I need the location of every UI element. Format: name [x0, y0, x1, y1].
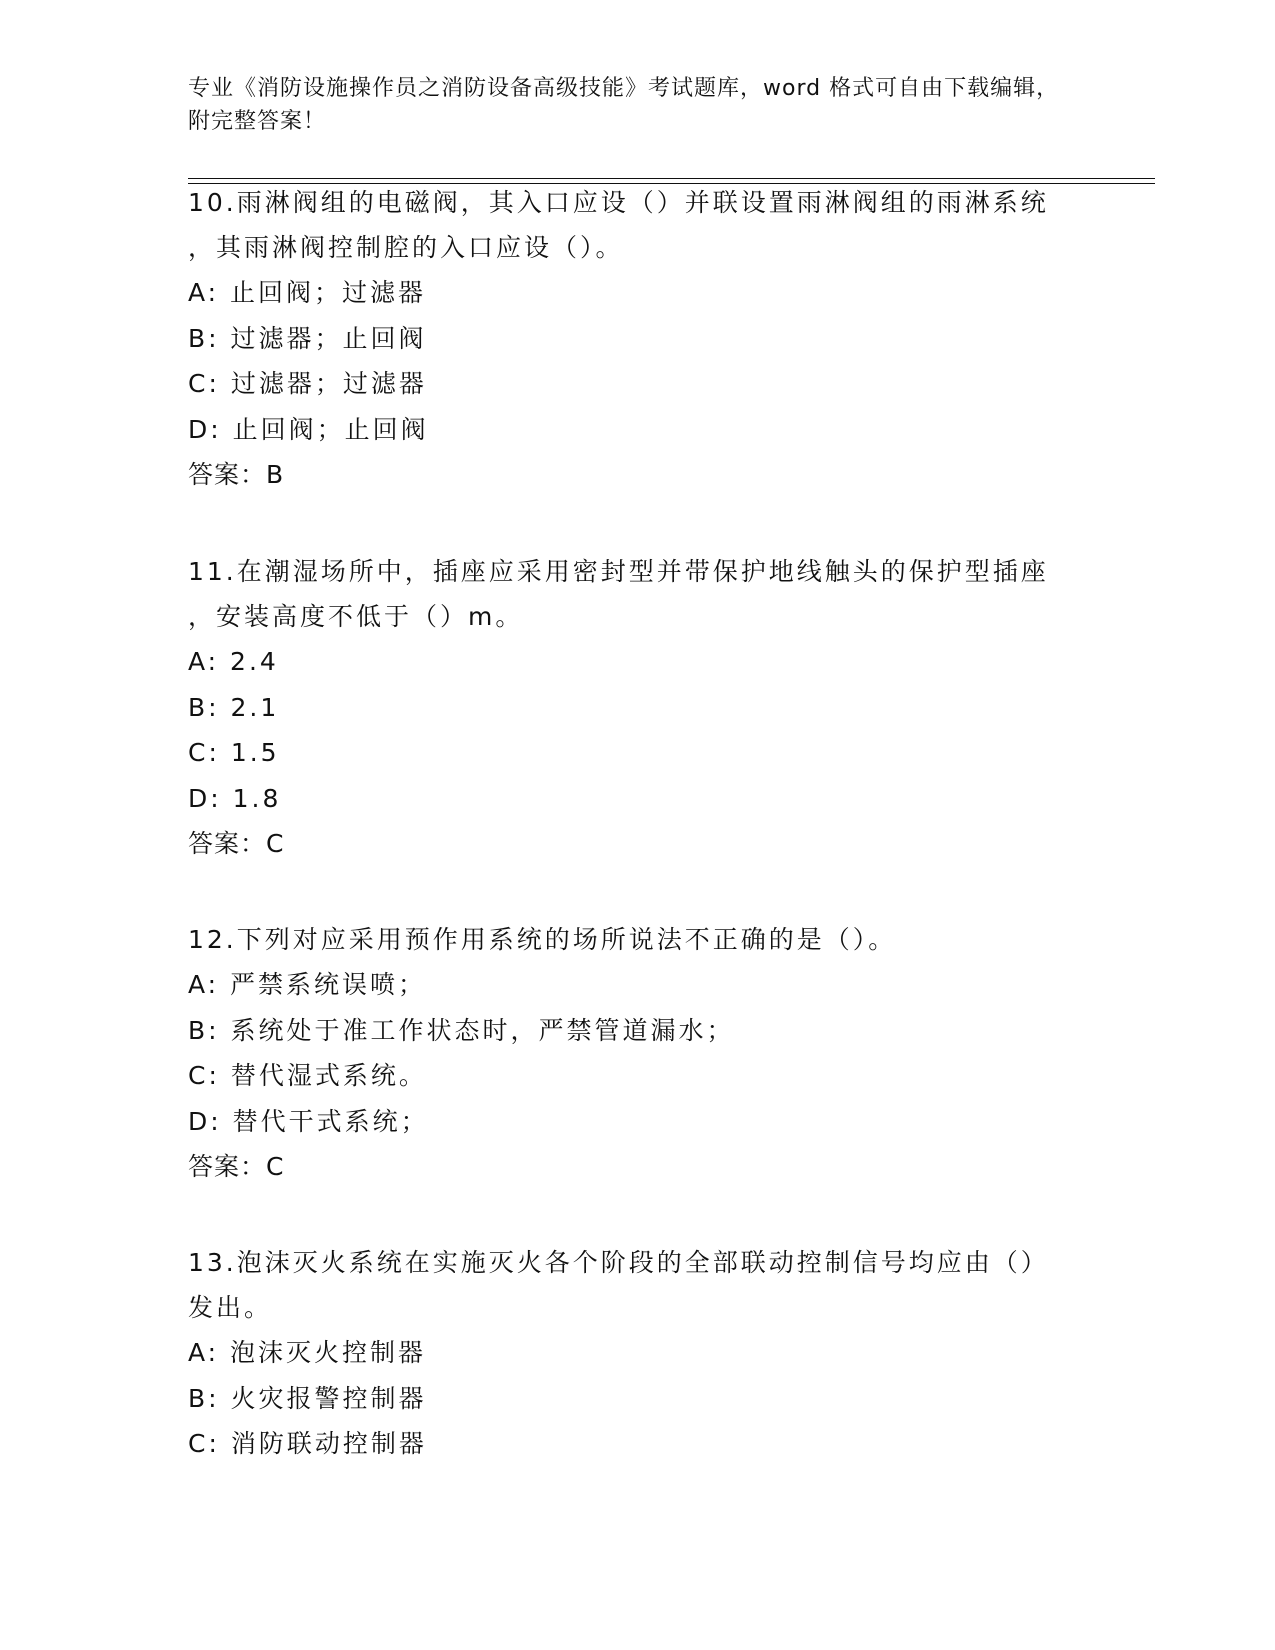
- question-title-line: ，其雨淋阀控制腔的入口应设（）。: [188, 233, 624, 262]
- option-c: C: 过滤器；过滤器: [188, 369, 427, 398]
- option-d: D: 替代干式系统；: [188, 1106, 429, 1136]
- option-c: C: 替代湿式系统。: [188, 1061, 427, 1090]
- question-11: [188, 549, 1088, 866]
- option-b: B: 系统处于准工作状态时，严禁管道漏水；: [188, 1015, 735, 1045]
- option-a: A: 2.4: [188, 647, 279, 676]
- option-b: B: 火灾报警控制器: [188, 1383, 427, 1413]
- question-title-line: 12.下列对应采用预作用系统的场所说法不正确的是（）。: [188, 925, 897, 954]
- option-b: B: 过滤器；止回阀: [188, 323, 427, 353]
- header-divider-top: [188, 178, 1155, 179]
- option-d: D: 1.8: [188, 783, 282, 813]
- question-title-line: 13.泡沫灭火系统在实施灭火各个阶段的全部联动控制信号均应由（）: [188, 1248, 1049, 1277]
- question-title-line: 发出。: [188, 1293, 273, 1322]
- question-title-line: 10.雨淋阀组的电磁阀，其入口应设（）并联设置雨淋阀组的雨淋系统: [188, 188, 1049, 217]
- answer-line: 答案：C: [188, 1152, 285, 1181]
- option-a: A: 严禁系统误喷；: [188, 970, 427, 999]
- question-13: [188, 1240, 1088, 1467]
- question-title-line: 11.在潮湿场所中，插座应采用密封型并带保护地线触头的保护型插座: [188, 557, 1049, 586]
- header-intro-text: 专业《消防设施操作员之消防设备高级技能》考试题库，word 格式可自由下载编辑，附完整答案！: [188, 76, 1060, 134]
- answer-line: 答案：B: [188, 460, 285, 489]
- question-12: [188, 917, 1088, 1189]
- answer-line: 答案：C: [188, 829, 285, 858]
- question-10: [188, 180, 1088, 497]
- option-c: C: 消防联动控制器: [188, 1429, 427, 1458]
- option-b: B: 2.1: [188, 692, 280, 722]
- option-c: C: 1.5: [188, 738, 280, 767]
- option-d: D: 止回阀；止回阀: [188, 414, 429, 444]
- option-a: A: 泡沫灭火控制器: [188, 1338, 427, 1367]
- option-a: A: 止回阀；过滤器: [188, 278, 427, 307]
- document-header: [188, 72, 1068, 138]
- question-title-line: ，安装高度不低于（）m。: [188, 602, 524, 631]
